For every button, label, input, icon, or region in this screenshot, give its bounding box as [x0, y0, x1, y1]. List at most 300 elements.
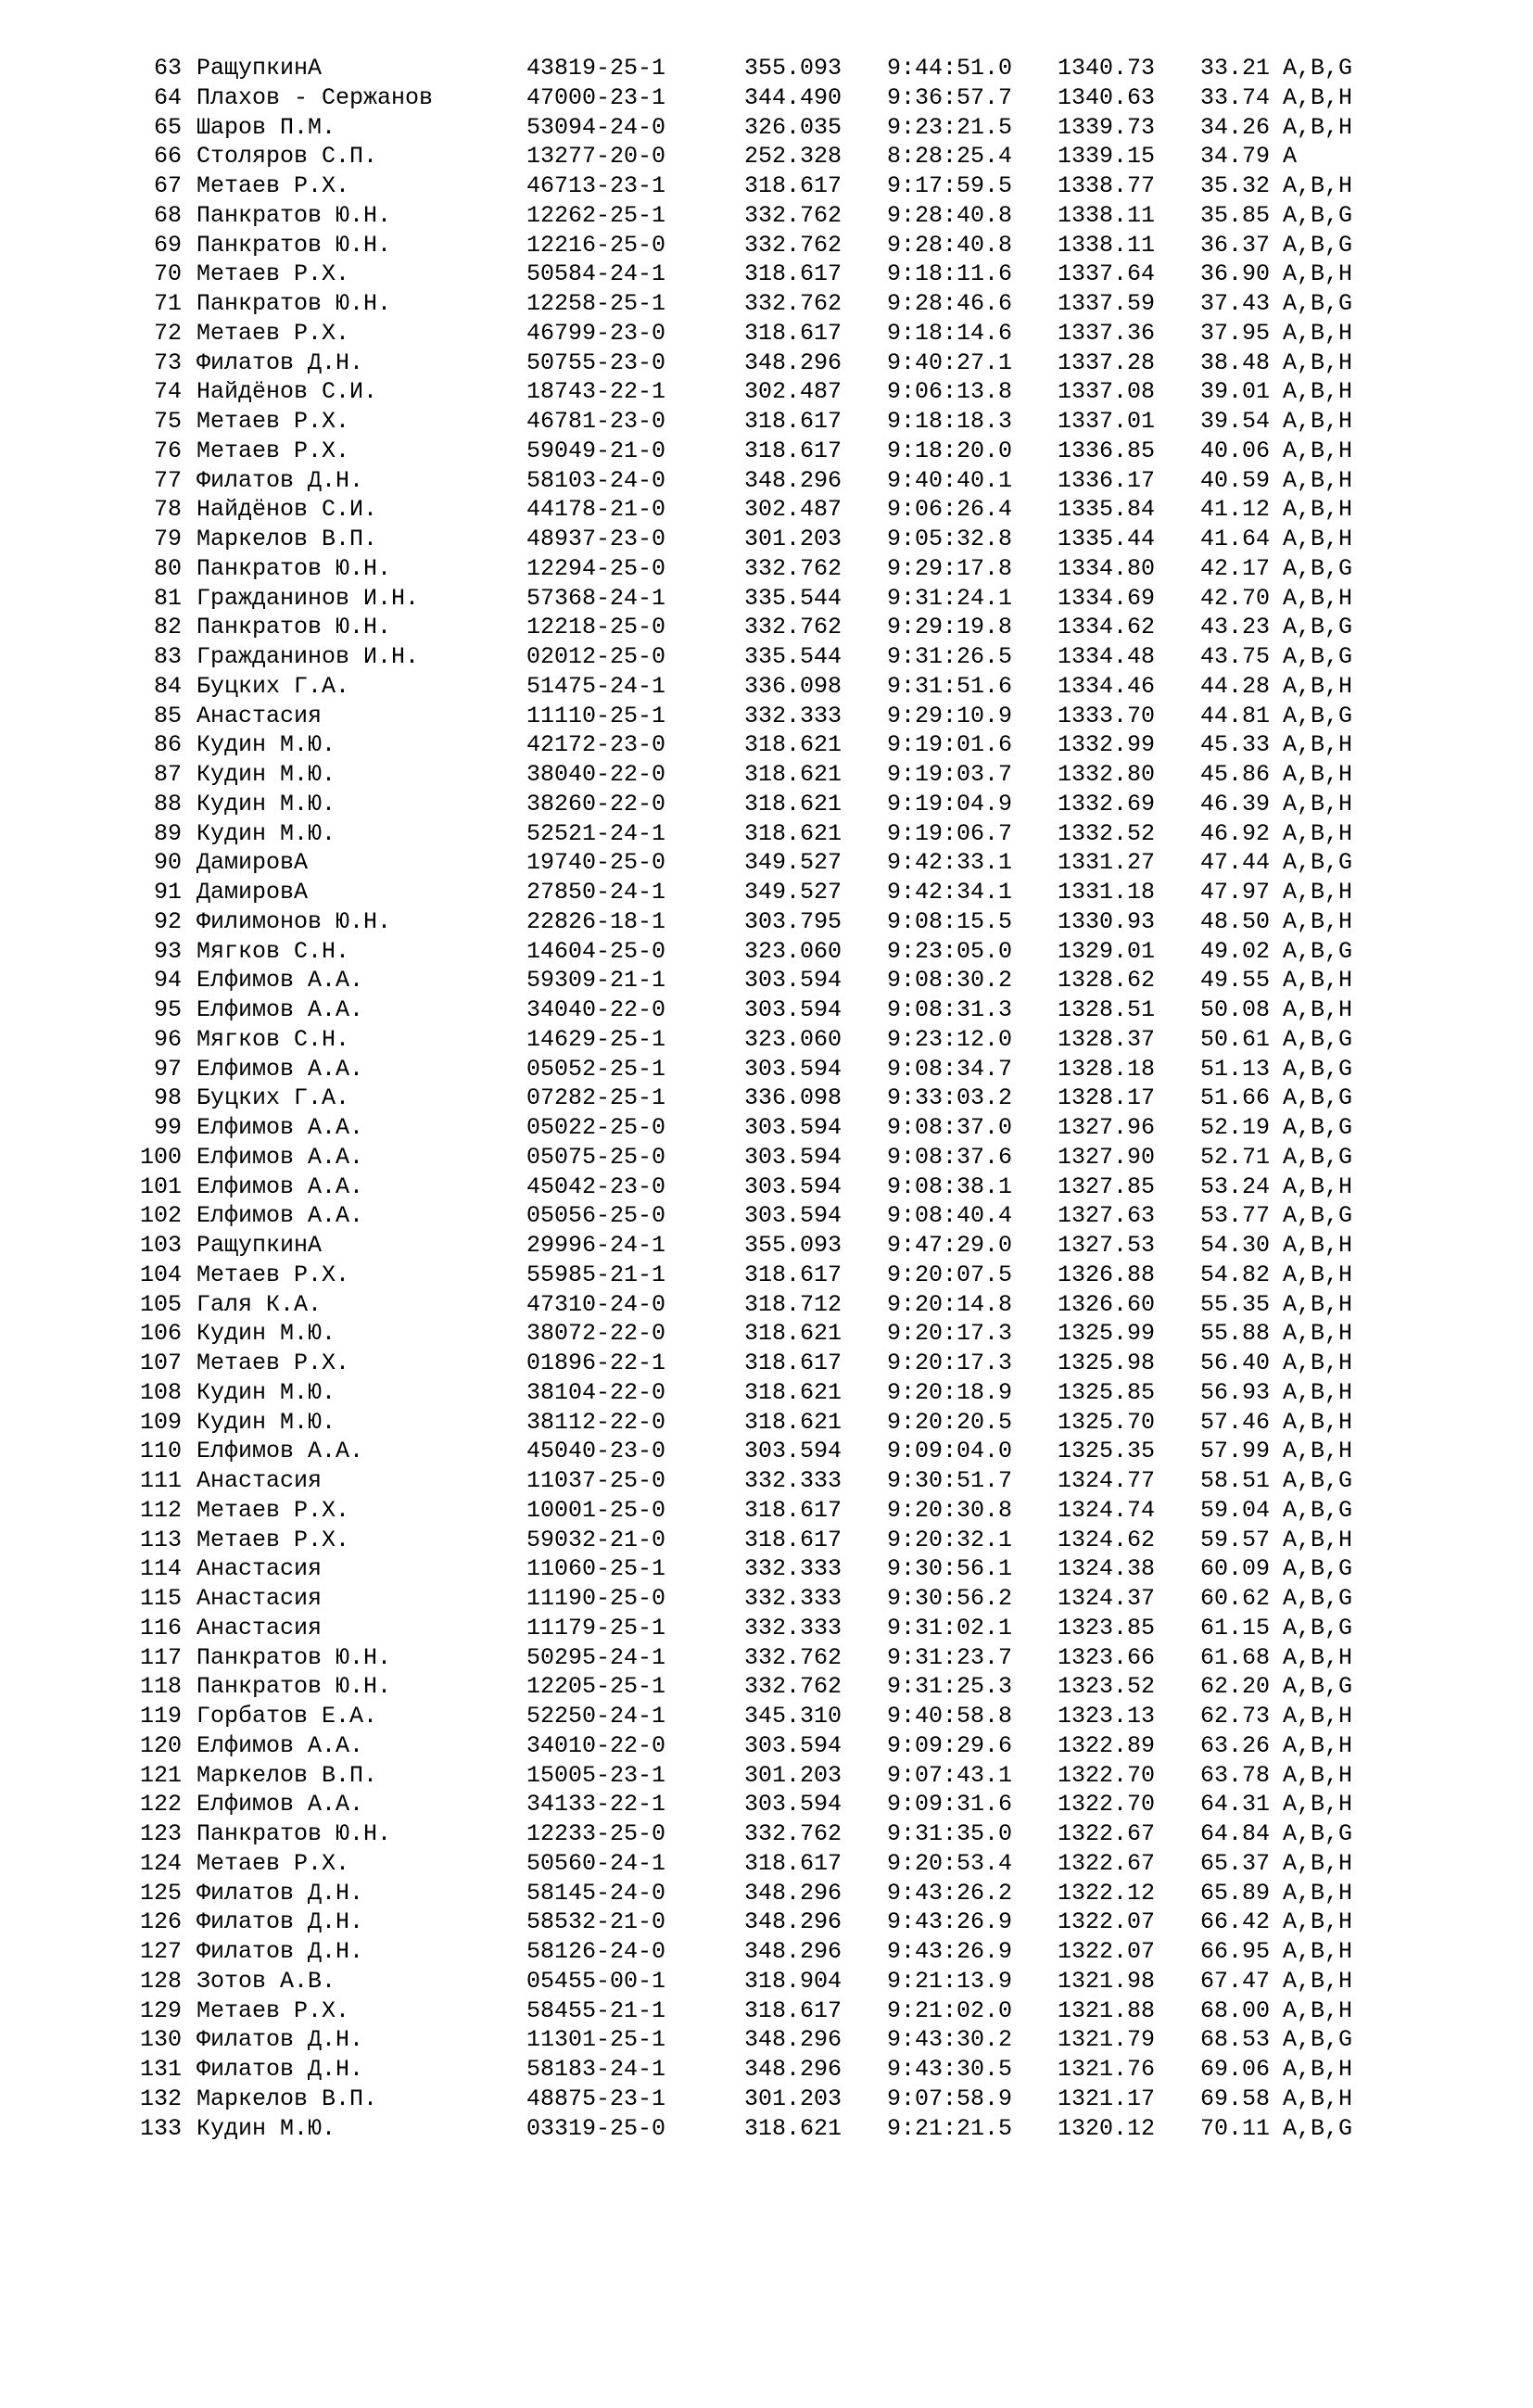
speed: 1324.74: [1058, 1496, 1156, 1524]
flight-time: 9:19:04.9: [887, 790, 1013, 817]
table-row: [0, 2055, 1533, 2085]
place-number: 103: [139, 1232, 182, 1259]
ring-number: 45040-23-0: [526, 1438, 666, 1465]
table-row: [0, 1231, 1533, 1261]
speed: 1332.52: [1058, 819, 1156, 847]
classes: A,B,G: [1283, 1143, 1353, 1171]
flight-time: 9:42:33.1: [887, 849, 1013, 877]
place-number: 121: [139, 1761, 182, 1789]
classes: A,B,G: [1283, 643, 1353, 670]
table-row: [0, 995, 1533, 1025]
place-number: 115: [139, 1585, 182, 1612]
owner-name: Буцких Г.А.: [196, 1084, 350, 1112]
classes: A,B,H: [1283, 526, 1353, 552]
ring-number: 43819-25-1: [526, 55, 666, 82]
place-number: 74: [153, 378, 182, 406]
ring-number: 55985-21-1: [526, 1261, 666, 1288]
distance: 303.795: [744, 907, 843, 935]
place-number: 105: [139, 1290, 182, 1318]
place-number: 119: [139, 1703, 182, 1730]
owner-name: Филатов Д.Н.: [196, 349, 364, 376]
classes: A,B,H: [1283, 113, 1353, 141]
speed: 1331.18: [1058, 879, 1156, 906]
speed: 1322.07: [1058, 1938, 1156, 1965]
speed: 1338.11: [1058, 201, 1156, 229]
classes: A,B,H: [1283, 2056, 1353, 2083]
ring-number: 05022-25-0: [526, 1114, 666, 1141]
ring-number: 51475-24-1: [526, 672, 666, 700]
classes: A,B,H: [1283, 731, 1353, 759]
distance: 348.296: [744, 2026, 843, 2054]
owner-name: Плахов - Сержанов: [196, 83, 434, 111]
distance: 345.310: [744, 1703, 843, 1730]
table-row: [0, 1378, 1533, 1408]
speed: 1328.51: [1058, 996, 1156, 1023]
ring-number: 58103-24-0: [526, 466, 666, 494]
points: 63.26: [1200, 1731, 1271, 1759]
table-row: [0, 730, 1533, 760]
owner-name: Метаев Р.Х.: [196, 1526, 350, 1553]
flight-time: 9:44:51.0: [887, 55, 1013, 82]
table-row: [0, 1672, 1533, 1702]
flight-time: 9:23:05.0: [887, 937, 1013, 965]
table-row: [0, 1819, 1533, 1849]
speed: 1336.17: [1058, 466, 1156, 494]
distance: 344.490: [744, 83, 843, 111]
speed: 1323.13: [1058, 1703, 1156, 1730]
ring-number: 58145-24-0: [526, 1879, 666, 1907]
points: 38.48: [1200, 349, 1271, 376]
place-number: 82: [153, 614, 182, 641]
table-row: [0, 289, 1533, 319]
distance: 335.544: [744, 584, 843, 612]
classes: A,B,H: [1283, 1290, 1353, 1318]
speed: 1322.89: [1058, 1731, 1156, 1759]
points: 46.92: [1200, 819, 1271, 847]
place-number: 108: [139, 1378, 182, 1406]
speed: 1326.60: [1058, 1290, 1156, 1318]
owner-name: Найдёнов С.И.: [196, 496, 378, 524]
points: 62.20: [1200, 1673, 1271, 1701]
ring-number: 50560-24-1: [526, 1849, 666, 1877]
place-number: 114: [139, 1555, 182, 1583]
table-row: [0, 1172, 1533, 1202]
owner-name: Елфимов А.А.: [196, 1731, 364, 1759]
classes: A,B,H: [1283, 1761, 1353, 1789]
ring-number: 11060-25-1: [526, 1555, 666, 1583]
ring-number: 03319-25-0: [526, 2114, 666, 2142]
table-row: [0, 466, 1533, 496]
speed: 1325.85: [1058, 1378, 1156, 1406]
ring-number: 46713-23-1: [526, 172, 666, 199]
distance: 303.594: [744, 967, 843, 995]
classes: A,B,H: [1283, 761, 1353, 788]
classes: A,B,G: [1283, 702, 1353, 729]
owner-name: Панкратов Ю.Н.: [196, 290, 392, 317]
table-row: [0, 584, 1533, 614]
flight-time: 9:08:38.1: [887, 1172, 1013, 1200]
classes: A,B,H: [1283, 819, 1353, 847]
distance: 332.762: [744, 231, 843, 259]
classes: A,B,G: [1283, 1496, 1353, 1524]
ring-number: 53094-24-0: [526, 113, 666, 141]
points: 59.57: [1200, 1526, 1271, 1553]
flight-time: 9:47:29.0: [887, 1232, 1013, 1259]
ring-number: 50295-24-1: [526, 1643, 666, 1671]
distance: 303.594: [744, 1202, 843, 1230]
classes: A,B,H: [1283, 496, 1353, 524]
classes: A,B,H: [1283, 1261, 1353, 1288]
distance: 302.487: [744, 496, 843, 524]
distance: 336.098: [744, 672, 843, 700]
speed: 1326.88: [1058, 1261, 1156, 1288]
place-number: 76: [153, 437, 182, 464]
classes: A,B,H: [1283, 1172, 1353, 1200]
flight-time: 9:43:26.9: [887, 1908, 1013, 1936]
ring-number: 45042-23-0: [526, 1172, 666, 1200]
owner-name: Кудин М.Ю.: [196, 2114, 336, 2142]
speed: 1328.17: [1058, 1084, 1156, 1112]
distance: 318.617: [744, 172, 843, 199]
table-row: [0, 1761, 1533, 1791]
points: 56.93: [1200, 1378, 1271, 1406]
points: 47.44: [1200, 849, 1271, 877]
ring-number: 38260-22-0: [526, 790, 666, 817]
flight-time: 9:20:53.4: [887, 1849, 1013, 1877]
owner-name: Метаев Р.Х.: [196, 260, 350, 288]
distance: 349.527: [744, 879, 843, 906]
points: 55.88: [1200, 1320, 1271, 1348]
speed: 1340.63: [1058, 83, 1156, 111]
speed: 1338.11: [1058, 231, 1156, 259]
speed: 1331.27: [1058, 849, 1156, 877]
ring-number: 11179-25-1: [526, 1614, 666, 1641]
distance: 336.098: [744, 1084, 843, 1112]
flight-time: 9:36:57.7: [887, 83, 1013, 111]
flight-time: 9:21:02.0: [887, 1996, 1013, 2024]
speed: 1323.66: [1058, 1643, 1156, 1671]
distance: 301.203: [744, 526, 843, 552]
speed: 1329.01: [1058, 937, 1156, 965]
table-row: [0, 613, 1533, 642]
table-row: [0, 1584, 1533, 1614]
points: 69.06: [1200, 2056, 1271, 2083]
points: 40.59: [1200, 466, 1271, 494]
ring-number: 05056-25-0: [526, 1202, 666, 1230]
owner-name: Галя К.А.: [196, 1290, 323, 1318]
flight-time: 9:21:21.5: [887, 2114, 1013, 2142]
flight-time: 9:31:26.5: [887, 643, 1013, 670]
place-number: 93: [153, 937, 182, 965]
speed: 1337.59: [1058, 290, 1156, 317]
ring-number: 58532-21-0: [526, 1908, 666, 1936]
ring-number: 38040-22-0: [526, 761, 666, 788]
points: 50.08: [1200, 996, 1271, 1023]
points: 50.61: [1200, 1025, 1271, 1053]
flight-time: 9:08:15.5: [887, 907, 1013, 935]
owner-name: ДамировА: [196, 849, 309, 877]
place-number: 133: [139, 2114, 182, 2142]
ring-number: 59032-21-0: [526, 1526, 666, 1553]
ring-number: 50584-24-1: [526, 260, 666, 288]
flight-time: 9:18:18.3: [887, 408, 1013, 435]
speed: 1332.99: [1058, 731, 1156, 759]
points: 52.71: [1200, 1143, 1271, 1171]
points: 37.95: [1200, 319, 1271, 347]
points: 46.39: [1200, 790, 1271, 817]
distance: 318.617: [744, 408, 843, 435]
speed: 1321.76: [1058, 2056, 1156, 2083]
classes: A,B,H: [1283, 790, 1353, 817]
table-row: [0, 260, 1533, 289]
table-row: [0, 407, 1533, 437]
table-row: [0, 1466, 1533, 1496]
table-row: [0, 1349, 1533, 1378]
classes: A,B,G: [1283, 1467, 1353, 1494]
flight-time: 9:31:24.1: [887, 584, 1013, 612]
table-row: [0, 1201, 1533, 1231]
table-row: [0, 142, 1533, 171]
flight-time: 9:08:37.0: [887, 1114, 1013, 1141]
flight-time: 9:31:23.7: [887, 1643, 1013, 1671]
place-number: 109: [139, 1408, 182, 1436]
table-row: [0, 760, 1533, 790]
owner-name: Елфимов А.А.: [196, 1055, 364, 1083]
points: 57.99: [1200, 1438, 1271, 1465]
points: 40.06: [1200, 437, 1271, 464]
ring-number: 58455-21-1: [526, 1996, 666, 2024]
flight-time: 9:08:31.3: [887, 996, 1013, 1023]
owner-name: Елфимов А.А.: [196, 1202, 364, 1230]
speed: 1321.98: [1058, 1967, 1156, 1995]
owner-name: Кудин М.Ю.: [196, 1378, 336, 1406]
ring-number: 47310-24-0: [526, 1290, 666, 1318]
speed: 1322.70: [1058, 1761, 1156, 1789]
points: 63.78: [1200, 1761, 1271, 1789]
points: 39.01: [1200, 378, 1271, 406]
owner-name: Метаев Р.Х.: [196, 319, 350, 347]
classes: A,B,G: [1283, 1555, 1353, 1583]
table-row: [0, 349, 1533, 378]
owner-name: Метаев Р.Х.: [196, 1996, 350, 2024]
place-number: 112: [139, 1496, 182, 1524]
owner-name: Филимонов Ю.Н.: [196, 907, 392, 935]
table-row: [0, 1614, 1533, 1643]
flight-time: 9:19:06.7: [887, 819, 1013, 847]
place-number: 80: [153, 554, 182, 582]
owner-name: Елфимов А.А.: [196, 1438, 364, 1465]
owner-name: Метаев Р.Х.: [196, 1496, 350, 1524]
table-row: [0, 937, 1533, 967]
classes: A,B,G: [1283, 937, 1353, 965]
classes: A,B,H: [1283, 2085, 1353, 2112]
table-row: [0, 201, 1533, 231]
distance: 335.544: [744, 643, 843, 670]
speed: 1339.15: [1058, 143, 1156, 171]
place-number: 104: [139, 1261, 182, 1288]
points: 65.89: [1200, 1879, 1271, 1907]
table-row: [0, 525, 1533, 554]
owner-name: Елфимов А.А.: [196, 1172, 364, 1200]
points: 42.70: [1200, 584, 1271, 612]
owner-name: Анастасия: [196, 1585, 323, 1612]
speed: 1325.70: [1058, 1408, 1156, 1436]
flight-time: 9:19:01.6: [887, 731, 1013, 759]
distance: 301.203: [744, 1761, 843, 1789]
ring-number: 15005-23-1: [526, 1761, 666, 1789]
table-row: [0, 1143, 1533, 1172]
speed: 1325.99: [1058, 1320, 1156, 1348]
place-number: 67: [153, 172, 182, 199]
place-number: 81: [153, 584, 182, 612]
owner-name: Анастасия: [196, 1467, 323, 1494]
points: 51.66: [1200, 1084, 1271, 1112]
points: 33.21: [1200, 55, 1271, 82]
classes: A,B,H: [1283, 907, 1353, 935]
place-number: 78: [153, 496, 182, 524]
owner-name: Елфимов А.А.: [196, 1143, 364, 1171]
classes: A,B,H: [1283, 1438, 1353, 1465]
owner-name: Филатов Д.Н.: [196, 1938, 364, 1965]
table-row: [0, 702, 1533, 731]
distance: 348.296: [744, 349, 843, 376]
ring-number: 12205-25-1: [526, 1673, 666, 1701]
table-row: [0, 2114, 1533, 2144]
classes: A,B,G: [1283, 1025, 1353, 1053]
classes: A,B,G: [1283, 1614, 1353, 1641]
points: 39.54: [1200, 408, 1271, 435]
place-number: 125: [139, 1879, 182, 1907]
owner-name: Панкратов Ю.Н.: [196, 554, 392, 582]
distance: 318.617: [744, 260, 843, 288]
points: 34.79: [1200, 143, 1271, 171]
classes: A,B,H: [1283, 1350, 1353, 1376]
table-row: [0, 1849, 1533, 1879]
place-number: 79: [153, 526, 182, 552]
place-number: 96: [153, 1025, 182, 1053]
ring-number: 46781-23-0: [526, 408, 666, 435]
table-row: [0, 1084, 1533, 1113]
speed: 1327.96: [1058, 1114, 1156, 1141]
owner-name: Филатов Д.Н.: [196, 2026, 364, 2054]
flight-time: 9:20:32.1: [887, 1526, 1013, 1553]
flight-time: 9:31:25.3: [887, 1673, 1013, 1701]
speed: 1337.36: [1058, 319, 1156, 347]
table-row: [0, 966, 1533, 995]
points: 62.73: [1200, 1703, 1271, 1730]
owner-name: Кудин М.Ю.: [196, 1320, 336, 1348]
flight-time: 9:18:20.0: [887, 437, 1013, 464]
results-table: [0, 54, 1533, 2143]
points: 43.23: [1200, 614, 1271, 641]
classes: A,B,G: [1283, 1055, 1353, 1083]
distance: 318.617: [744, 1526, 843, 1553]
distance: 332.762: [744, 201, 843, 229]
place-number: 86: [153, 731, 182, 759]
distance: 323.060: [744, 1025, 843, 1053]
distance: 318.621: [744, 1408, 843, 1436]
flight-time: 9:43:30.2: [887, 2026, 1013, 2054]
owner-name: Столяров С.П.: [196, 143, 378, 171]
distance: 332.762: [744, 554, 843, 582]
owner-name: Панкратов Ю.Н.: [196, 201, 392, 229]
flight-time: 9:29:10.9: [887, 702, 1013, 729]
classes: A,B,H: [1283, 1378, 1353, 1406]
ring-number: 47000-23-1: [526, 83, 666, 111]
classes: A,B,H: [1283, 1967, 1353, 1995]
owner-name: Метаев Р.Х.: [196, 1261, 350, 1288]
distance: 318.617: [744, 1849, 843, 1877]
ring-number: 42172-23-0: [526, 731, 666, 759]
owner-name: Панкратов Ю.Н.: [196, 1820, 392, 1847]
flight-time: 9:17:59.5: [887, 172, 1013, 199]
speed: 1322.12: [1058, 1879, 1156, 1907]
points: 35.32: [1200, 172, 1271, 199]
place-number: 120: [139, 1731, 182, 1759]
flight-time: 9:29:17.8: [887, 554, 1013, 582]
distance: 318.712: [744, 1290, 843, 1318]
flight-time: 9:31:51.6: [887, 672, 1013, 700]
table-row: [0, 171, 1533, 201]
points: 69.58: [1200, 2085, 1271, 2112]
distance: 332.762: [744, 614, 843, 641]
place-number: 87: [153, 761, 182, 788]
ring-number: 38072-22-0: [526, 1320, 666, 1348]
ring-number: 38112-22-0: [526, 1408, 666, 1436]
classes: A,B,G: [1283, 614, 1353, 641]
points: 65.37: [1200, 1849, 1271, 1877]
owner-name: Кудин М.Ю.: [196, 790, 336, 817]
distance: 303.594: [744, 1438, 843, 1465]
distance: 332.762: [744, 1643, 843, 1671]
distance: 332.333: [744, 1555, 843, 1583]
points: 54.30: [1200, 1232, 1271, 1259]
classes: A,B,G: [1283, 55, 1353, 82]
ring-number: 13277-20-0: [526, 143, 666, 171]
speed: 1321.17: [1058, 2085, 1156, 2112]
owner-name: Маркелов В.П.: [196, 2085, 378, 2112]
flight-time: 9:20:18.9: [887, 1378, 1013, 1406]
place-number: 100: [139, 1143, 182, 1171]
points: 35.85: [1200, 201, 1271, 229]
flight-time: 9:30:56.2: [887, 1585, 1013, 1612]
points: 66.95: [1200, 1938, 1271, 1965]
flight-time: 9:20:07.5: [887, 1261, 1013, 1288]
classes: A,B,H: [1283, 1320, 1353, 1348]
place-number: 107: [139, 1350, 182, 1376]
classes: A,B,H: [1283, 1791, 1353, 1819]
flight-time: 9:28:46.6: [887, 290, 1013, 317]
owner-name: ДамировА: [196, 879, 309, 906]
place-number: 98: [153, 1084, 182, 1112]
table-row: [0, 1113, 1533, 1143]
place-number: 85: [153, 702, 182, 729]
place-number: 84: [153, 672, 182, 700]
table-row: [0, 554, 1533, 584]
owner-name: Панкратов Ю.Н.: [196, 231, 392, 259]
flight-time: 9:21:13.9: [887, 1967, 1013, 1995]
distance: 355.093: [744, 1232, 843, 1259]
speed: 1328.62: [1058, 967, 1156, 995]
place-number: 123: [139, 1820, 182, 1847]
classes: A,B,H: [1283, 1526, 1353, 1553]
flight-time: 9:07:58.9: [887, 2085, 1013, 2112]
flight-time: 9:20:17.3: [887, 1350, 1013, 1376]
speed: 1322.67: [1058, 1849, 1156, 1877]
ring-number: 59049-21-0: [526, 437, 666, 464]
speed: 1322.07: [1058, 1908, 1156, 1936]
flight-time: 9:05:32.8: [887, 526, 1013, 552]
